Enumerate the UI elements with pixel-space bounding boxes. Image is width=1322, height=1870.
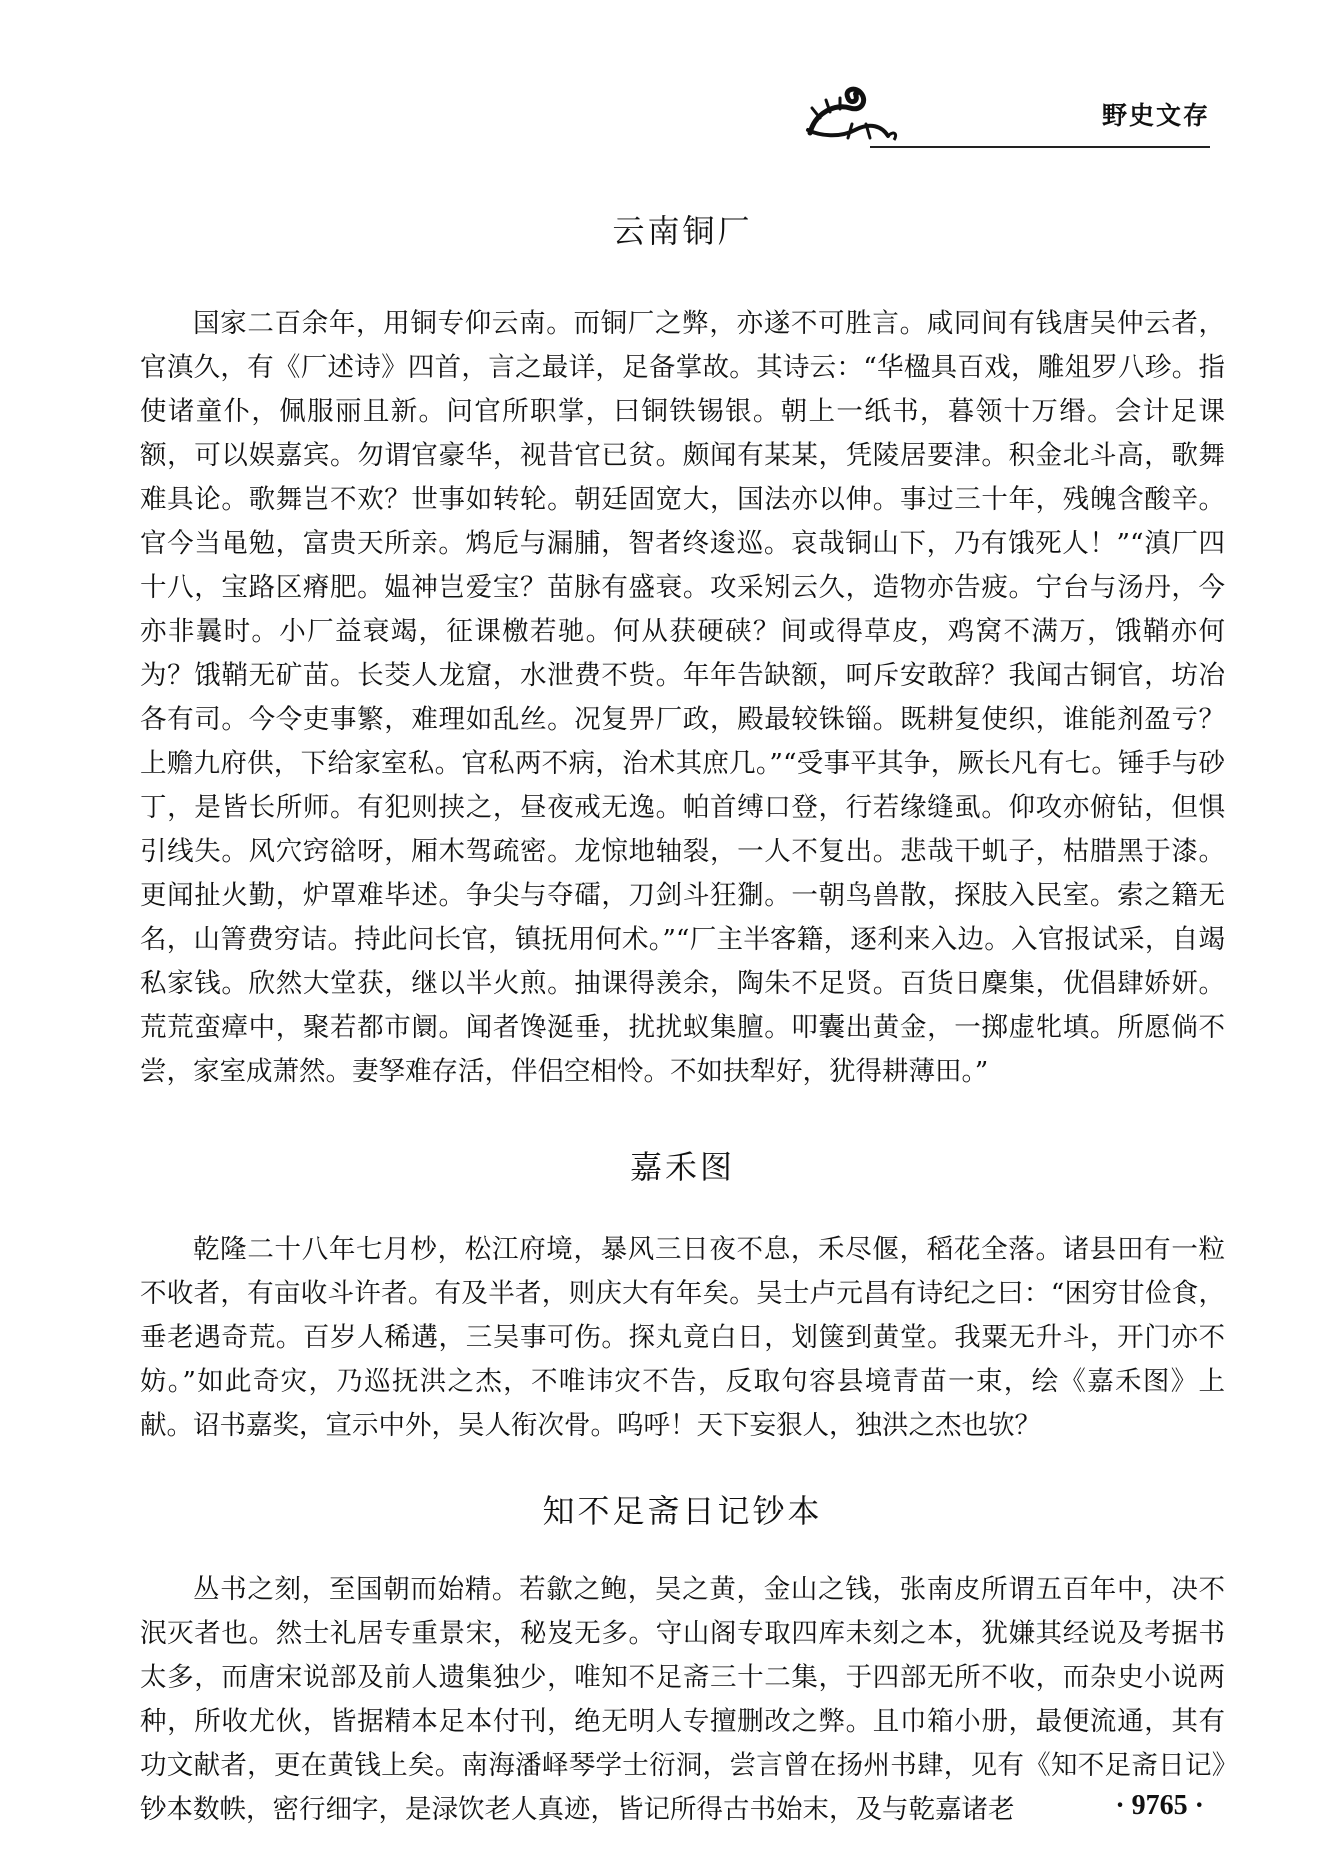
section-body: 丛书之刻，至国朝而始精。若歙之鲍，吴之黄，金山之钱，张南皮所谓五百年中，决不泯灭者也。然士礼居专重景宋，秘岌无多。守山阁专取四库未刻之本，犹嫌其经说及考据书太多，而唐宋说部及前人遗集独少，唯知不足斋三十二集，于四部无所不收，而杂史小说两种，所收尤伙，皆据精本足本付刊，绝无明人专擅删改之弊。且巾箱小册，最便流通，其有功文献者，更在黄钱上矣。南海潘峄琴学士衍洞，尝言曾在扬州书肆，见有《知不足斋日记》钞本数帙，密行细字，是渌饮老人真迹，皆记所得古书始末，及与乾嘉诸老 [140, 1574, 1225, 1825]
page-header [790, 78, 1210, 148]
page-content [140, 200, 1225, 1832]
section-title: 云南铜厂 [612, 212, 753, 250]
section-body: 乾隆二十八年七月杪，松江府境，暴风三日夜不息，禾尽偃，稻花全落。诸县田有一粒不收者，有亩收斗许者。有及半者，则庆大有年矣。吴士卢元昌有诗纪之曰：“困穷甘俭食，垂老遇奇荒。百岁人稀遘，三吴事可伤。探丸竟白日，划箧到黄堂。我粟无升斗，开门亦不妨。”如此奇灾，乃巡抚洪之杰，不唯讳灾不告，反取句容县境青苗一束，绘《嘉禾图》上献。诏书嘉奖，宣示中外，吴人衔次骨。呜呼！天下妄狠人，独洪之杰也欤？ [140, 1234, 1225, 1441]
section-body: 国家二百余年，用铜专仰云南。而铜厂之弊，亦遂不可胜言。咸同间有钱唐吴仲云者，官滇久，有《厂述诗》四首，言之最详，足备掌故。其诗云：“华楹具百戏，雕俎罗八珍。指使诸童仆，佩服丽且新。问官所职掌，曰铜铁锡银。朝上一纸书，暮领十万缗。会计足课额，可以娱嘉宾。勿谓官豪华，视昔官已贫。颇闻有某某，凭陵居要津。积金北斗高，歌舞难具论。歌舞岂不欢？世事如转轮。朝廷固宽大，国法亦以伸。事过三十年，残魄含酸辛。官今当黾勉，富贵天所亲。鸩卮与漏脯，智者终逡巡。哀哉铜山下，乃有饿死人！”“滇厂四十八，宝路区瘠肥。媪神岂爱宝？苗脉有盛衰。攻采矧云久，造物亦告疲。宁台与汤丹，今亦非曩时。小厂益衰竭，征课檄若驰。何从获硬硖？间或得草皮，鸡窝不满万，饿鞘亦何为？饿鞘无矿苗。长茭人龙窟，水泄费不赀。年年告缺额，呵斥安敢辞？我闻古铜官，坊冶各有司。今令吏事繁，难理如乱丝。况复畀厂政，殿最较铢锱。既耕复使织，谁能剂盈亏？上赡九府供，下给家室私。官私两不病，治术其庶几。”“受事平其争，厥长凡有七。锤手与砂丁，是皆长所师。有犯则挟之，昼夜戒无逸。帕首缚口登，行若缘缝虱。仰攻亦俯钻，但惧引线失。风穴窍谽呀，厢木驾疏密。龙惊地轴裂，一人不复出。悲哉干虮子，枯腊黑于漆。更闻扯火勤，炉罩难毕述。争尖与夺礌，刀剑斗狂猘。一朝鸟兽散，探肢入民室。索之籍无名，山箐费穷诘。持此问长官，镇抚用何术。”“厂主半客籍，逐利来入边。入官报试采，自竭私家钱。欣然大堂获，继以半火煎。抽课得羡余，陶朱不足贤。百货日麇集，优倡肆娇妍。荒荒蛮瘴中，聚若都市阛。闻者馋涎垂，扰扰蚁集膻。叩囊出黄金，一掷虚牝填。所愿倘不尝，家室成萧然。妻孥难存活，伴侣空相怜。不如扶犁好，犹得耕薄田。” [140, 308, 1225, 1087]
section-jiahe-tu [140, 1142, 1225, 1448]
section-title: 知不足斋日记钞本 [542, 1492, 823, 1530]
section-title: 嘉禾图 [629, 1148, 735, 1186]
dragon-logo-icon [790, 78, 910, 148]
header-rule [870, 146, 1210, 148]
page-number: · 9765 · [1115, 1790, 1204, 1821]
running-title: 野史文存 [1101, 101, 1210, 130]
section-yunnan-copper [140, 206, 1225, 1094]
section-zhibuzuzhai-diary [140, 1486, 1225, 1832]
